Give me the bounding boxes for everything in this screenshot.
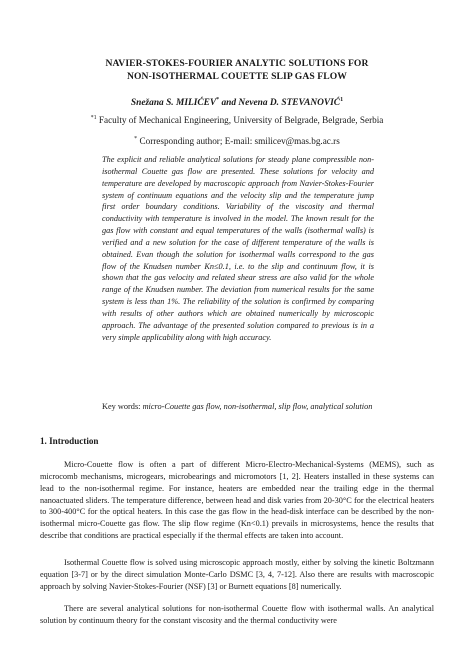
abstract: The explicit and reliable analytical solutions for steady plane compressible non-isothermal Couette gas flow are presented. These solutions for velocity and temperature are developed by macroscopic approach from Navier-Stokes-Fourier system of continuum equations and the velocity slip and the temperature jump first order boundary conditions. Variability of the viscosity and thermal conductivity with temperature is involved in the model. The known result for the gas flow with constant and equal temperatures of the walls (isothermal walls) is verified and a new solution for the case of different temperature of the walls is obtained. Evan though the solution for isothermal walls correspond to the gas flow of the Knudsen number Kn≤0.1, i.e. to the slip and continuum flow, it is shown that the gas velocity and related shear stress are also valid for the whole range of the Knudsen number. The deviation from numerical results for the same system is less than 1%. The reliability of the solution is confirmed by comparing with results of other authors which are obtained numerically by microscopic approach. The advantage of the presented solution compared to previous is in a very simple applicability along with high accuracy. — [102, 155, 374, 342]
paper-title-line-1: NAVIER-STOKES-FOURIER ANALYTIC SOLUTIONS FOR — [105, 58, 369, 69]
author-connector: and — [219, 98, 239, 109]
author-1-mark: * — [216, 97, 220, 103]
affiliation — [40, 112, 434, 126]
keywords-label: Key words: — [102, 402, 143, 411]
corresponding-mark: * — [134, 136, 138, 142]
section-heading-introduction: 1. Introduction — [40, 436, 99, 446]
keywords-text: micro-Couette gas flow, non-isothermal, slip flow, analytical solution — [142, 402, 373, 411]
corresponding-author — [40, 133, 434, 147]
author-2-name: Nevena D. STEVANOVIĆ — [238, 98, 341, 109]
intro-paragraph-3: There are several analytical solutions for non-isothermal Couette flow with isothermal walls. An analytical solution by continuum theory for the constant viscosity and the thermal conductivity were — [40, 604, 434, 625]
corresponding-text: Corresponding author; E-mail: smilicev@mas.bg.ac.rs — [137, 136, 340, 147]
intro-paragraph-2: Isothermal Couette flow is solved using microscopic approach mostly, either by solving the kinetic Boltzmann equation [3-7] or by the direct simulation Monte-Carlo DSMC [3, 4, 7-12]. Also there are results with macroscopic approach by solving Navier-Stokes-Fourier (NSF) [3] or Burnett equations [8] numerically. — [40, 558, 434, 591]
intro-paragraph-1: Micro-Couette flow is often a part of different Micro-Electro-Mechanical-Systems (MEMS), such as microcomb mechanisms, microgears, microbearings and micromotors [1, 2]. Heaters installed in these systems can lead to the non-isothermal regime. For instance, heaters are embedded near the trailing edge in the thermal nanoactuated sliders. The temperature difference, between head and disk varies from 20-30°C for the electrical heaters to 300-400°C for the optical heaters. In this case the gas flow in the head-disk interface can be described by the non-isothermal micro-Couette gas flow. The slip flow regime (Kn<0.1) prevails in microsystems, hence the results that describe that conditions are practical especially if the thermal effects are taken into account. — [40, 460, 434, 541]
author-2-mark: 1 — [340, 97, 344, 103]
author-list — [40, 94, 434, 109]
affiliation-text: Faculty of Mechanical Engineering, University of Belgrade, Belgrade, Serbia — [96, 115, 384, 126]
keywords — [102, 401, 374, 413]
affiliation-mark: *1 — [90, 115, 97, 121]
paper-title-line-2: NON-ISOTHERMAL COUETTE SLIP GAS FLOW — [126, 71, 348, 82]
author-1-name: Snežana S. MILIĆEV — [130, 98, 217, 109]
